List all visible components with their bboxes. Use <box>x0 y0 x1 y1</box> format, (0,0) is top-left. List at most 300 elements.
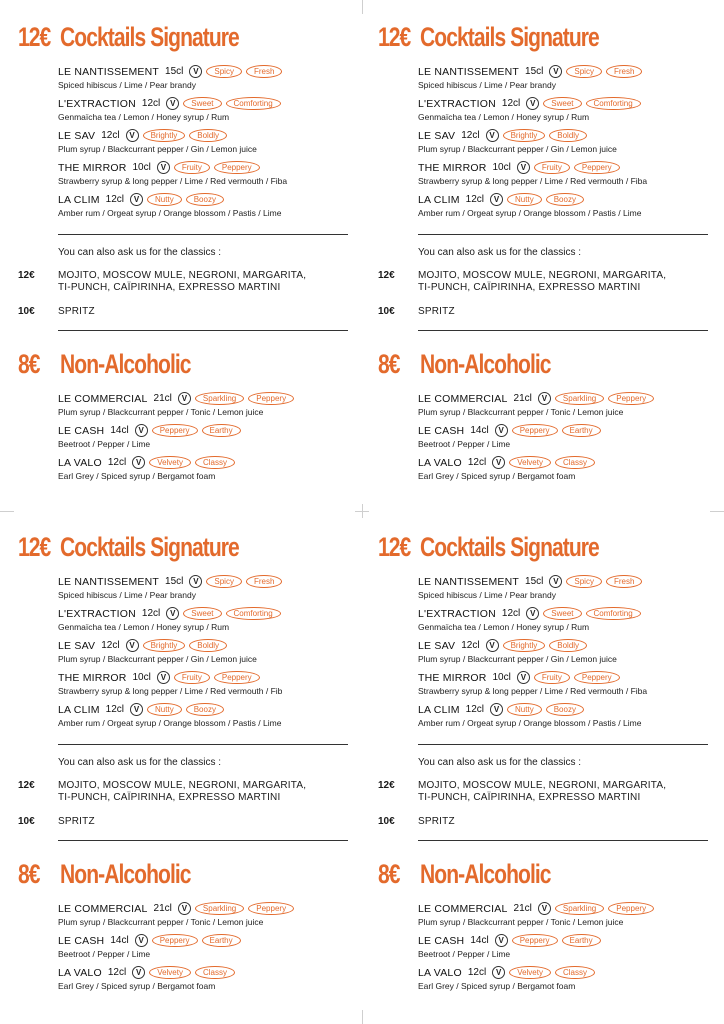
drink-volume: 12cl <box>461 130 480 141</box>
classics-list: MOJITO, MOSCOW MULE, NEGRONI, MARGARITA, TI-PUNCH, CAÏPIRINHA, EXPRESSO MARTINI <box>58 270 307 293</box>
vegan-icon: V <box>495 934 508 947</box>
drink-ingredients: Genmaïcha tea / Lemon / Honey syrup / Rum <box>58 112 230 122</box>
non-alcoholic-heading <box>378 349 718 385</box>
flavor-tag: Spicy <box>206 65 242 78</box>
vegan-icon: V <box>178 392 191 405</box>
vegan-icon: V <box>490 193 503 206</box>
cocktails-signature-heading <box>18 532 358 568</box>
flavor-tag: Peppery <box>152 424 198 437</box>
flavor-tag: Fruity <box>534 161 570 174</box>
drink-volume: 12cl <box>465 194 485 205</box>
drink-header <box>58 160 358 175</box>
drink-volume: 15cl <box>525 576 544 587</box>
flavor-tag: Sweet <box>183 607 221 620</box>
flavor-tag: Nutty <box>147 193 182 206</box>
drink-name: LA VALO <box>58 966 102 979</box>
non-alcoholic-title: Non-Alcoholic <box>420 349 551 379</box>
non-alcoholic-price: 8€ <box>378 859 400 889</box>
drink-name: L'EXTRACTION <box>418 607 496 620</box>
drink-volume: 15cl <box>525 66 544 77</box>
drink-name: LE SAV <box>418 129 456 142</box>
classics-price: 12€ <box>18 270 35 281</box>
vegan-icon: V <box>132 456 145 469</box>
vegan-icon: V <box>517 671 530 684</box>
drink-header <box>418 128 718 143</box>
drink-ingredients: Genmaïcha tea / Lemon / Honey syrup / Rum <box>58 622 230 632</box>
drink-ingredients: Plum syrup / Blackcurrant pepper / Gin / Lemon juice <box>58 144 257 154</box>
vegan-icon: V <box>492 966 505 979</box>
drink-ingredients: Earl Grey / Spiced syrup / Bergamot foam <box>58 471 216 481</box>
drink-name: LE COMMERCIAL <box>418 392 508 405</box>
classics-price: 12€ <box>378 780 395 791</box>
drink-header <box>58 670 358 685</box>
vegan-icon: V <box>178 902 191 915</box>
non-alcoholic-heading <box>378 859 718 895</box>
flavor-tag: Peppery <box>214 671 260 684</box>
crop-mark-bottom <box>362 1010 363 1024</box>
drink-volume: 12cl <box>105 194 125 205</box>
flavor-tag: Sparkling <box>555 392 604 405</box>
drink-item <box>418 96 718 128</box>
drink-item <box>418 391 718 423</box>
drink-item <box>418 455 718 487</box>
vegan-icon: V <box>189 575 202 588</box>
vegan-icon: V <box>166 607 179 620</box>
drink-ingredients: Genmaïcha tea / Lemon / Honey syrup / Rum <box>418 112 590 122</box>
classics-row <box>18 306 358 318</box>
classics-price: 10€ <box>378 306 395 317</box>
drink-header <box>418 933 718 948</box>
flavor-tag: Earthy <box>562 424 601 437</box>
cocktails-signature-drink-list <box>58 574 358 734</box>
drink-ingredients: Strawberry syrup & long pepper / Lime / Red vermouth / Fiba <box>418 686 648 696</box>
drink-ingredients: Earl Grey / Spiced syrup / Bergamot foam <box>58 981 216 991</box>
vegan-icon: V <box>517 161 530 174</box>
non-alcoholic-price: 8€ <box>378 349 400 379</box>
drink-header <box>418 574 718 589</box>
drink-item <box>58 638 358 670</box>
classics-list: SPRITZ <box>58 306 95 317</box>
drink-item <box>418 965 718 997</box>
classics-price: 10€ <box>378 816 395 827</box>
drink-header <box>418 96 718 111</box>
drink-volume: 14cl <box>110 935 129 946</box>
vegan-icon: V <box>135 934 148 947</box>
flavor-tag: Earthy <box>562 934 601 947</box>
cocktails-signature-heading <box>18 22 358 58</box>
drink-volume: 10cl <box>492 162 511 173</box>
drink-volume: 21cl <box>153 393 172 404</box>
drink-volume: 12cl <box>107 967 127 978</box>
flavor-tag: Boozy <box>186 703 224 716</box>
divider <box>418 234 708 235</box>
drink-item <box>58 455 358 487</box>
non-alcoholic-drink-list <box>58 901 358 997</box>
drink-header <box>58 128 358 143</box>
flavor-tag: Comforting <box>226 607 281 620</box>
flavor-tag: Fruity <box>534 671 570 684</box>
flavor-tag: Brightly <box>143 129 186 142</box>
drink-volume: 14cl <box>110 425 129 436</box>
menu-card <box>18 22 358 512</box>
flavor-tag: Peppery <box>608 392 654 405</box>
drink-volume: 12cl <box>107 457 127 468</box>
drink-item <box>58 933 358 965</box>
flavor-tag: Peppery <box>512 424 558 437</box>
vegan-icon: V <box>132 966 145 979</box>
drink-ingredients: Amber rum / Orgeat syrup / Orange blossom / Pastis / Lime <box>418 208 642 218</box>
flavor-tag: Sparkling <box>555 902 604 915</box>
drink-header <box>58 965 358 980</box>
drink-header <box>58 64 358 79</box>
drink-ingredients: Earl Grey / Spiced syrup / Bergamot foam <box>418 981 576 991</box>
flavor-tag: Classy <box>555 456 595 469</box>
flavor-tag: Fruity <box>174 671 210 684</box>
non-alcoholic-title: Non-Alcoholic <box>60 859 191 889</box>
flavor-tag: Nutty <box>507 703 542 716</box>
vegan-icon: V <box>495 424 508 437</box>
divider <box>418 744 708 745</box>
flavor-tag: Peppery <box>152 934 198 947</box>
drink-volume: 12cl <box>501 608 521 619</box>
flavor-tag: Peppery <box>574 161 620 174</box>
flavor-tag: Spicy <box>566 65 602 78</box>
cocktails-signature-price: 12€ <box>18 22 51 52</box>
flavor-tag: Boozy <box>546 703 584 716</box>
drink-ingredients: Earl Grey / Spiced syrup / Bergamot foam <box>418 471 576 481</box>
drink-item <box>418 64 718 96</box>
drink-volume: 15cl <box>165 66 184 77</box>
menu-card <box>378 532 718 1022</box>
flavor-tag: Velvety <box>149 966 191 979</box>
vegan-icon: V <box>130 703 143 716</box>
drink-ingredients: Plum syrup / Blackcurrant pepper / Gin / Lemon juice <box>418 144 617 154</box>
drink-volume: 12cl <box>101 130 120 141</box>
drink-volume: 14cl <box>470 425 489 436</box>
drink-header <box>418 965 718 980</box>
drink-header <box>58 638 358 653</box>
drink-name: LE SAV <box>58 129 96 142</box>
flavor-tag: Nutty <box>507 193 542 206</box>
drink-item <box>58 965 358 997</box>
drink-item <box>418 638 718 670</box>
classics-list: SPRITZ <box>418 306 455 317</box>
drink-header <box>58 192 358 207</box>
drink-item <box>58 574 358 606</box>
flavor-tag: Fresh <box>246 575 282 588</box>
drink-ingredients: Plum syrup / Blackcurrant pepper / Tonic / Lemon juice <box>418 407 624 417</box>
divider <box>58 744 348 745</box>
drink-item <box>58 391 358 423</box>
classics-list: SPRITZ <box>418 816 455 827</box>
flavor-tag: Earthy <box>202 424 241 437</box>
non-alcoholic-price: 8€ <box>18 349 40 379</box>
drink-name: LE COMMERCIAL <box>418 902 508 915</box>
drink-item <box>418 128 718 160</box>
flavor-tag: Sparkling <box>195 902 244 915</box>
drink-volume: 10cl <box>492 672 511 683</box>
classics-row <box>378 780 718 804</box>
drink-item <box>418 160 718 192</box>
drink-name: LE NANTISSEMENT <box>418 575 520 588</box>
drink-name: LA CLIM <box>58 193 100 206</box>
drink-name: THE MIRROR <box>418 671 487 684</box>
cocktails-signature-heading <box>378 22 718 58</box>
drink-ingredients: Strawberry syrup & long pepper / Lime / Red vermouth / Fib <box>58 686 283 696</box>
crop-mark-center-v <box>362 504 363 518</box>
flavor-tag: Boldly <box>189 639 227 652</box>
flavor-tag: Velvety <box>509 966 551 979</box>
drink-item <box>58 423 358 455</box>
drink-name: LA VALO <box>58 456 102 469</box>
vegan-icon: V <box>526 607 539 620</box>
flavor-tag: Earthy <box>202 934 241 947</box>
classics-row <box>378 306 718 318</box>
flavor-tag: Peppery <box>248 392 294 405</box>
drink-name: LE CASH <box>58 424 105 437</box>
flavor-tag: Boldly <box>189 129 227 142</box>
classics-row <box>378 270 718 294</box>
flavor-tag: Spicy <box>566 575 602 588</box>
drink-name: LA VALO <box>418 456 462 469</box>
drink-volume: 12cl <box>501 98 521 109</box>
drink-header <box>58 455 358 470</box>
drink-ingredients: Beetroot / Pepper / Lime <box>58 439 151 449</box>
classics-row <box>18 816 358 828</box>
cocktails-signature-price: 12€ <box>18 532 51 562</box>
non-alcoholic-title: Non-Alcoholic <box>420 859 551 889</box>
cocktails-signature-title: Cocktails Signature <box>420 22 599 52</box>
flavor-tag: Boldly <box>549 639 587 652</box>
flavor-tag: Fresh <box>246 65 282 78</box>
drink-ingredients: Plum syrup / Blackcurrant pepper / Tonic / Lemon juice <box>58 917 264 927</box>
drink-header <box>418 160 718 175</box>
flavor-tag: Velvety <box>149 456 191 469</box>
drink-volume: 12cl <box>141 608 161 619</box>
classics-intro: You can also ask us for the classics : <box>58 247 222 258</box>
cocktails-signature-drink-list <box>418 574 718 734</box>
drink-header <box>58 901 358 916</box>
drink-ingredients: Strawberry syrup & long pepper / Lime / Red vermouth / Fiba <box>418 176 648 186</box>
drink-header <box>58 606 358 621</box>
drink-header <box>58 391 358 406</box>
flavor-tag: Peppery <box>574 671 620 684</box>
drink-header <box>58 702 358 717</box>
drink-name: L'EXTRACTION <box>58 607 136 620</box>
drink-volume: 12cl <box>101 640 120 651</box>
vegan-icon: V <box>157 161 170 174</box>
crop-mark-top <box>362 0 363 14</box>
vegan-icon: V <box>189 65 202 78</box>
non-alcoholic-title: Non-Alcoholic <box>60 349 191 379</box>
drink-name: LE NANTISSEMENT <box>58 65 160 78</box>
drink-item <box>418 702 718 734</box>
drink-volume: 10cl <box>132 162 151 173</box>
drink-volume: 12cl <box>467 457 487 468</box>
vegan-icon: V <box>130 193 143 206</box>
non-alcoholic-drink-list <box>58 391 358 487</box>
non-alcoholic-drink-list <box>418 901 718 997</box>
drink-volume: 21cl <box>153 903 172 914</box>
vegan-icon: V <box>492 456 505 469</box>
drink-ingredients: Plum syrup / Blackcurrant pepper / Gin / Lemon juice <box>418 654 617 664</box>
drink-header <box>418 702 718 717</box>
classics-price: 10€ <box>18 816 35 827</box>
drink-item <box>418 574 718 606</box>
crop-mark-left <box>0 511 14 512</box>
classics-row <box>378 816 718 828</box>
flavor-tag: Boozy <box>186 193 224 206</box>
drink-volume: 12cl <box>465 704 485 715</box>
drink-header <box>418 901 718 916</box>
drink-ingredients: Plum syrup / Blackcurrant pepper / Gin / Lemon juice <box>58 654 257 664</box>
drink-item <box>418 933 718 965</box>
flavor-tag: Peppery <box>608 902 654 915</box>
drink-name: LE SAV <box>58 639 96 652</box>
drink-volume: 12cl <box>105 704 125 715</box>
vegan-icon: V <box>486 129 499 142</box>
drink-item <box>418 670 718 702</box>
flavor-tag: Classy <box>195 966 235 979</box>
non-alcoholic-heading <box>18 349 358 385</box>
drink-name: LA CLIM <box>418 703 460 716</box>
vegan-icon: V <box>538 902 551 915</box>
flavor-tag: Boozy <box>546 193 584 206</box>
drink-item <box>58 702 358 734</box>
drink-header <box>58 574 358 589</box>
drink-name: LE CASH <box>418 934 465 947</box>
drink-volume: 12cl <box>141 98 161 109</box>
vegan-icon: V <box>549 65 562 78</box>
drink-header <box>58 96 358 111</box>
drink-item <box>58 128 358 160</box>
drink-ingredients: Spiced hibiscus / Lime / Pear brandy <box>418 590 556 600</box>
flavor-tag: Comforting <box>586 607 641 620</box>
drink-item <box>58 901 358 933</box>
vegan-icon: V <box>126 129 139 142</box>
drink-item <box>418 901 718 933</box>
drink-name: THE MIRROR <box>58 671 127 684</box>
vegan-icon: V <box>166 97 179 110</box>
drink-name: L'EXTRACTION <box>418 97 496 110</box>
flavor-tag: Peppery <box>214 161 260 174</box>
drink-item <box>418 606 718 638</box>
vegan-icon: V <box>549 575 562 588</box>
drink-header <box>58 933 358 948</box>
drink-ingredients: Genmaïcha tea / Lemon / Honey syrup / Rum <box>418 622 590 632</box>
flavor-tag: Classy <box>555 966 595 979</box>
classics-row <box>18 780 358 804</box>
flavor-tag: Classy <box>195 456 235 469</box>
drink-ingredients: Amber rum / Orgeat syrup / Orange blossom / Pastis / Lime <box>58 718 282 728</box>
flavor-tag: Peppery <box>248 902 294 915</box>
drink-name: LE COMMERCIAL <box>58 902 148 915</box>
drink-volume: 12cl <box>461 640 480 651</box>
drink-header <box>418 606 718 621</box>
drink-name: L'EXTRACTION <box>58 97 136 110</box>
flavor-tag: Sweet <box>543 97 581 110</box>
drink-ingredients: Amber rum / Orgeat syrup / Orange blossom / Pastis / Lime <box>58 208 282 218</box>
drink-ingredients: Beetroot / Pepper / Lime <box>418 439 511 449</box>
drink-item <box>58 670 358 702</box>
vegan-icon: V <box>135 424 148 437</box>
cocktails-signature-price: 12€ <box>378 22 411 52</box>
drink-volume: 14cl <box>470 935 489 946</box>
drink-header <box>418 455 718 470</box>
cocktails-signature-title: Cocktails Signature <box>60 22 239 52</box>
drink-header <box>58 423 358 438</box>
drink-item <box>58 160 358 192</box>
classics-intro: You can also ask us for the classics : <box>418 757 582 768</box>
drink-item <box>418 423 718 455</box>
flavor-tag: Brightly <box>143 639 186 652</box>
classics-price: 12€ <box>18 780 35 791</box>
drink-item <box>58 192 358 224</box>
drink-header <box>418 391 718 406</box>
flavor-tag: Fresh <box>606 65 642 78</box>
drink-name: LA CLIM <box>58 703 100 716</box>
cocktails-signature-drink-list <box>418 64 718 224</box>
drink-volume: 21cl <box>513 903 532 914</box>
classics-row <box>18 270 358 294</box>
drink-ingredients: Beetroot / Pepper / Lime <box>58 949 151 959</box>
flavor-tag: Fruity <box>174 161 210 174</box>
drink-item <box>58 64 358 96</box>
flavor-tag: Spicy <box>206 575 242 588</box>
non-alcoholic-drink-list <box>418 391 718 487</box>
flavor-tag: Velvety <box>509 456 551 469</box>
drink-volume: 10cl <box>132 672 151 683</box>
drink-name: LE CASH <box>58 934 105 947</box>
drink-volume: 21cl <box>513 393 532 404</box>
drink-ingredients: Spiced hibiscus / Lime / Pear brandy <box>58 80 196 90</box>
classics-list: SPRITZ <box>58 816 95 827</box>
drink-item <box>58 606 358 638</box>
cocktails-signature-title: Cocktails Signature <box>420 532 599 562</box>
drink-header <box>418 638 718 653</box>
drink-volume: 12cl <box>467 967 487 978</box>
flavor-tag: Fresh <box>606 575 642 588</box>
flavor-tag: Peppery <box>512 934 558 947</box>
flavor-tag: Boldly <box>549 129 587 142</box>
drink-ingredients: Spiced hibiscus / Lime / Pear brandy <box>418 80 556 90</box>
vegan-icon: V <box>157 671 170 684</box>
drink-name: LE SAV <box>418 639 456 652</box>
drink-header <box>418 192 718 207</box>
drink-name: LE CASH <box>418 424 465 437</box>
drink-name: LE NANTISSEMENT <box>418 65 520 78</box>
drink-header <box>418 670 718 685</box>
menu-card <box>18 532 358 1022</box>
cocktails-signature-title: Cocktails Signature <box>60 532 239 562</box>
drink-header <box>418 423 718 438</box>
vegan-icon: V <box>538 392 551 405</box>
flavor-tag: Sweet <box>543 607 581 620</box>
drink-name: LA CLIM <box>418 193 460 206</box>
classics-list: MOJITO, MOSCOW MULE, NEGRONI, MARGARITA, TI-PUNCH, CAÏPIRINHA, EXPRESSO MARTINI <box>418 270 667 293</box>
drink-ingredients: Amber rum / Orgeat syrup / Orange blossom / Pastis / Lime <box>418 718 642 728</box>
classics-price: 12€ <box>378 270 395 281</box>
drink-item <box>418 192 718 224</box>
flavor-tag: Comforting <box>226 97 281 110</box>
cocktails-signature-price: 12€ <box>378 532 411 562</box>
flavor-tag: Sweet <box>183 97 221 110</box>
classics-price: 10€ <box>18 306 35 317</box>
drink-header <box>418 64 718 79</box>
drink-ingredients: Plum syrup / Blackcurrant pepper / Tonic / Lemon juice <box>58 407 264 417</box>
classics-list: MOJITO, MOSCOW MULE, NEGRONI, MARGARITA, TI-PUNCH, CAÏPIRINHA, EXPRESSO MARTINI <box>418 780 667 803</box>
flavor-tag: Comforting <box>586 97 641 110</box>
